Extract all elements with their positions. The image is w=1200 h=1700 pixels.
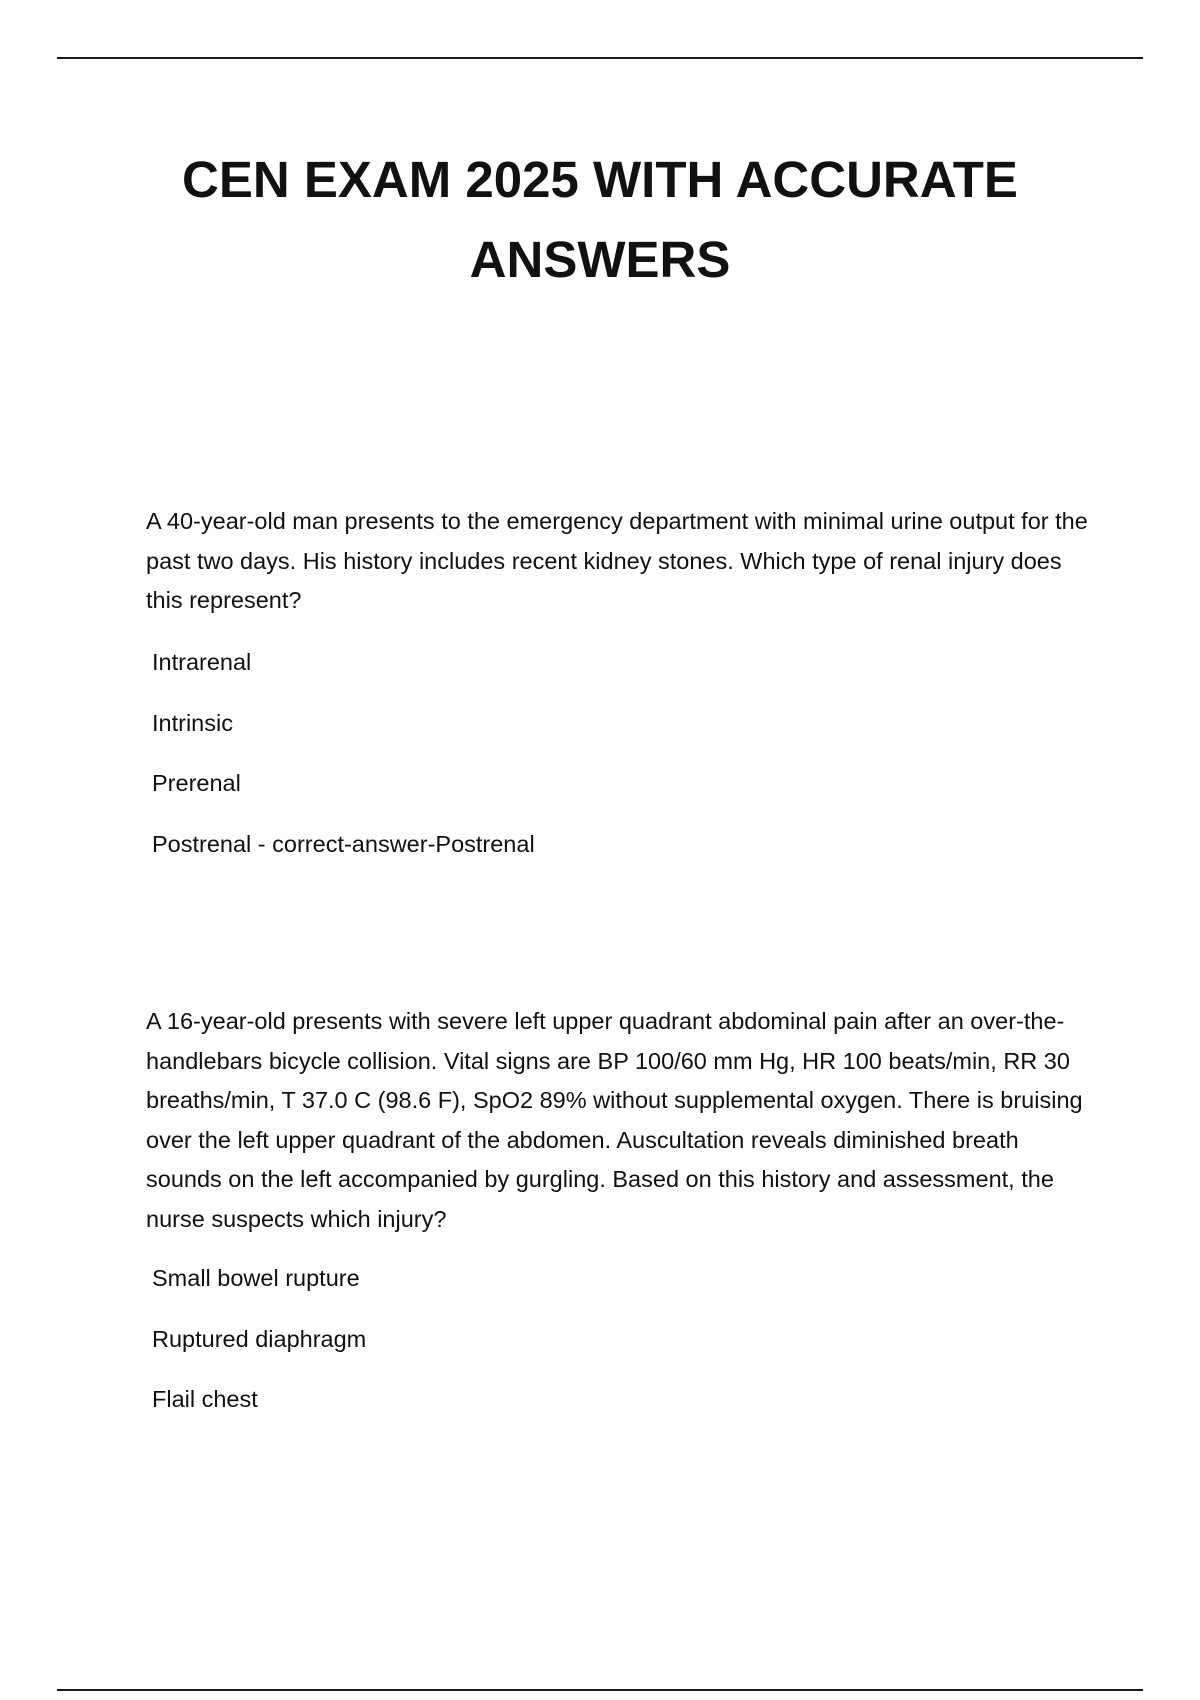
question-1-option-answer: Postrenal - correct-answer-Postrenal xyxy=(152,830,535,857)
bottom-divider xyxy=(57,1689,1143,1691)
question-2-option: Flail chest xyxy=(152,1386,258,1412)
question-1-options xyxy=(152,645,535,887)
question-1-option: Prerenal xyxy=(152,770,241,796)
question-2-option: Small bowel rupture xyxy=(152,1265,360,1291)
document-title: CEN EXAM 2025 WITH ACCURATE ANSWERS xyxy=(182,151,1018,288)
question-1-option: Intrarenal xyxy=(152,649,252,675)
question-2-options xyxy=(152,1261,366,1443)
question-2-option: Ruptured diaphragm xyxy=(152,1325,367,1352)
top-divider xyxy=(57,57,1143,59)
question-1-option: Intrinsic xyxy=(152,709,233,736)
question-2-text: A 16-year-old presents with severe left upper quadrant abdominal pain after an over-the-handlebars bicycle collision. Vital signs are BP 100/60 mm Hg, HR 100 beats/min, RR 30 breaths/min, T 37.0 C (98.6 F), SpO2 89% without supplemental oxygen. There is bruising over the left upper quadrant of the abdomen. Auscultation reveals diminished breath sounds on the left accompanied by gurgling. Based on this history and assessment, the nurse suspects which injury? xyxy=(146,1008,1083,1232)
question-1-text: A 40-year-old man presents to the emergency department with minimal urine output for the past two days. His history includes recent kidney stones. Which type of renal injury does this represent? xyxy=(146,508,1088,613)
